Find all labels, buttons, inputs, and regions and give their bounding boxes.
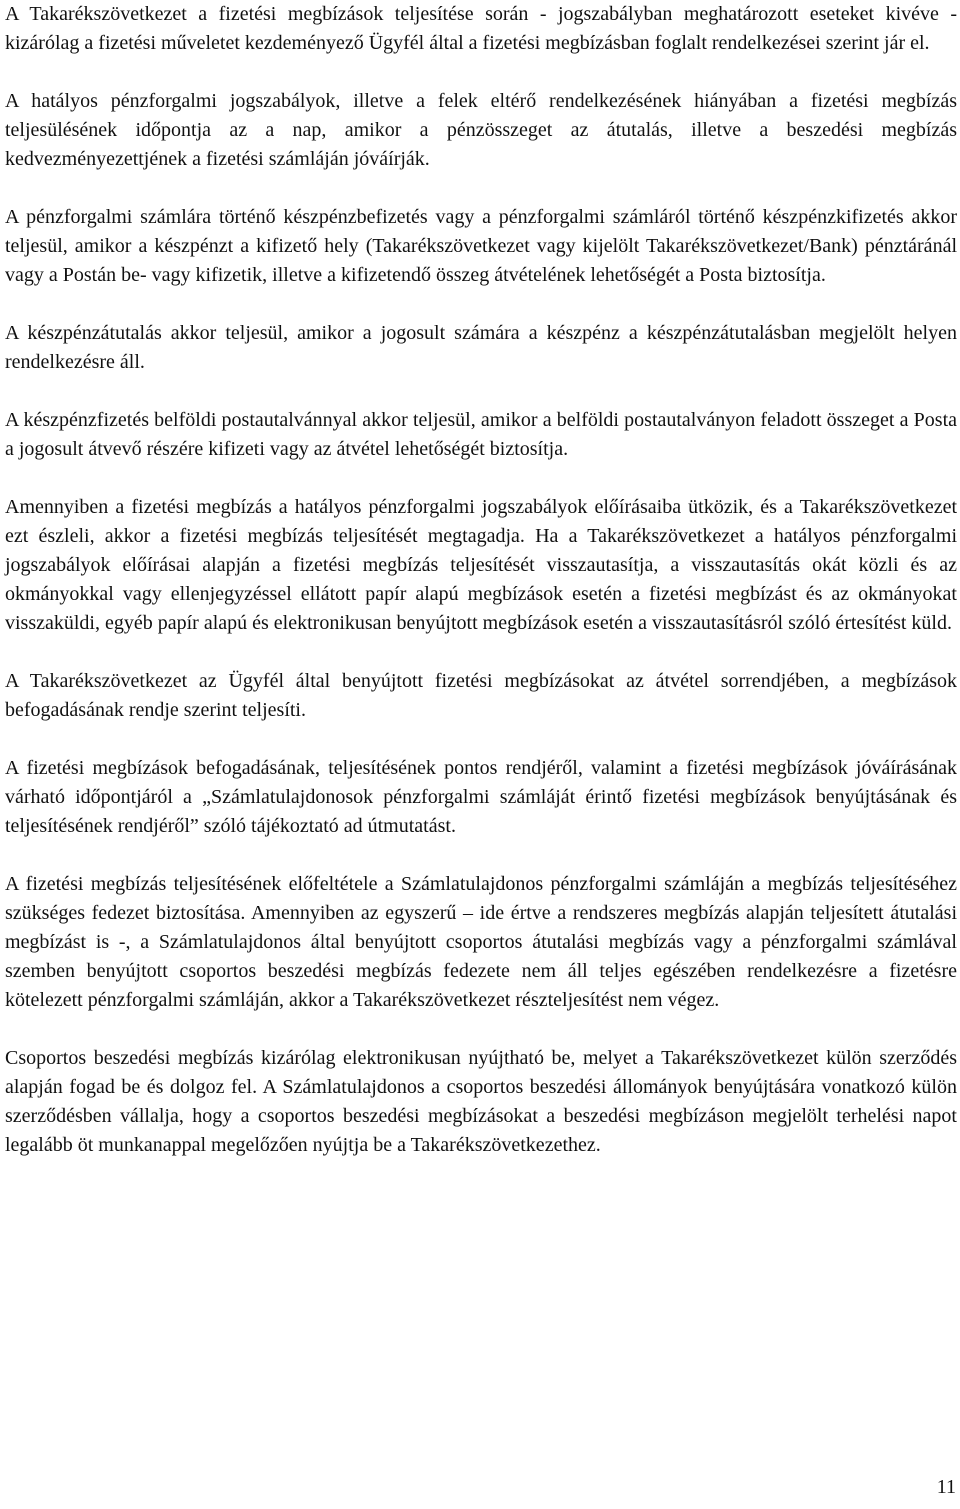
page-number: 11 <box>936 1476 956 1498</box>
paragraph-execution-basis: A Takarékszövetkezet a fizetési megbízások teljesítése során - jogszabályban meghatározott eseteket kivéve - kizárólag a fizetési műveletet kezdeményező Ügyfél által a fizetési megbízásban foglalt rendelkezései szerint jár el. <box>5 3 957 54</box>
paragraph-acceptance-rules: A fizetési megbízások befogadásának, teljesítésének pontos rendjéről, valamint a fizetési megbízások jóváírásának várható időpontjáról a „Számlatulajdonosok pénzforgalmi számláját érintő fizetési megbízások benyújtásának és teljesítésének rendjéről” szóló tájékoztató ad útmutatást. <box>5 757 957 837</box>
paragraph-order-of-receipt: A Takarékszövetkezet az Ügyfél által benyújtott fizetési megbízásokat az átvétel sorrendjében, a megbízások befogadásának rendje szerint teljesíti. <box>5 670 957 721</box>
paragraph-group-direct-debit: Csoportos beszedési megbízás kizárólag elektronikusan nyújtható be, melyet a Takarékszövetkezet külön szerződés alapján fogad be és dolgoz fel. A Számlatulajdonos a csoportos beszedési állományok benyújtására vonatkozó külön szerződésben vállalja, hogy a csoportos beszedési megbízásokat a beszedési megbízáson megjelölt terhelési napot legalább öt munkanappal megelőzően nyújtja be a Takarékszövetkezethez. <box>5 1047 957 1156</box>
paragraph-coverage: A fizetési megbízás teljesítésének előfeltétele a Számlatulajdonos pénzforgalmi számláján a megbízás teljesítéséhez szükséges fedezet biztosítása. Amennyiben az egyszerű – ide értve a rendszeres megbízás alapján teljesített átutalási megbízást is -, a Számlatulajdonos által benyújtott csoportos átutalási megbízás vagy a pénzforgalmi számlával szemben benyújtott csoportos beszedési megbízás fedezete nem áll teljes egészében rendelkezésre a fizetésre kötelezett pénzforgalmi számláján, akkor a Takarékszövetkezet részteljesítést nem végez. <box>5 873 957 1011</box>
paragraph-execution-date: A hatályos pénzforgalmi jogszabályok, illetve a felek eltérő rendelkezésének hiányában a fizetési megbízás teljesülésének időpontja az a nap, amikor a pénzösszeget az átutalás, illetve a beszedési megbízás kedvezményezettjének a fizetési számláján jóváírják. <box>5 90 957 170</box>
paragraph-cash-transfer: A készpénzátutalás akkor teljesül, amikor a jogosult számára a készpénz a készpénzátutalásban megjelölt helyen rendelkezésre áll. <box>5 322 957 373</box>
paragraph-cash-deposit-withdrawal: A pénzforgalmi számlára történő készpénzbefizetés vagy a pénzforgalmi számláról történő készpénzkifizetés akkor teljesül, amikor a készpénzt a kifizető hely (Takarékszövetkezet vagy kijelölt Takarékszövetkezet/Bank) pénztáránál vagy a Postán be- vagy kifizetik, illetve a kifizetendő összeg átvételének lehetőségét a Posta biztosítja. <box>5 206 957 286</box>
paragraph-refusal: Amennyiben a fizetési megbízás a hatályos pénzforgalmi jogszabályok előírásaiba ütközik, és a Takarékszövetkezet ezt észleli, akkor a fizetési megbízás teljesítését megtagadja. Ha a Takarékszövetkezet a hatályos pénzforgalmi jogszabályok előírásai alapján a fizetési megbízás teljesítését visszautasítja, a visszautasítás okát közli és az okmányokkal vagy ellenjegyzéssel ellátott papír alapú megbízások esetén a fizetési megbízást és az okmányokat visszaküldi, egyéb papír alapú és elektronikusan benyújtott megbízások esetén a visszautasításról szóló értesítést küld. <box>5 496 957 634</box>
paragraph-postal-money-order: A készpénzfizetés belföldi postautalvánnyal akkor teljesül, amikor a belföldi postautalványon feladott összeget a Posta a jogosult átvevő részére kifizeti vagy az átvétel lehetőségét biztosítja. <box>5 409 957 460</box>
